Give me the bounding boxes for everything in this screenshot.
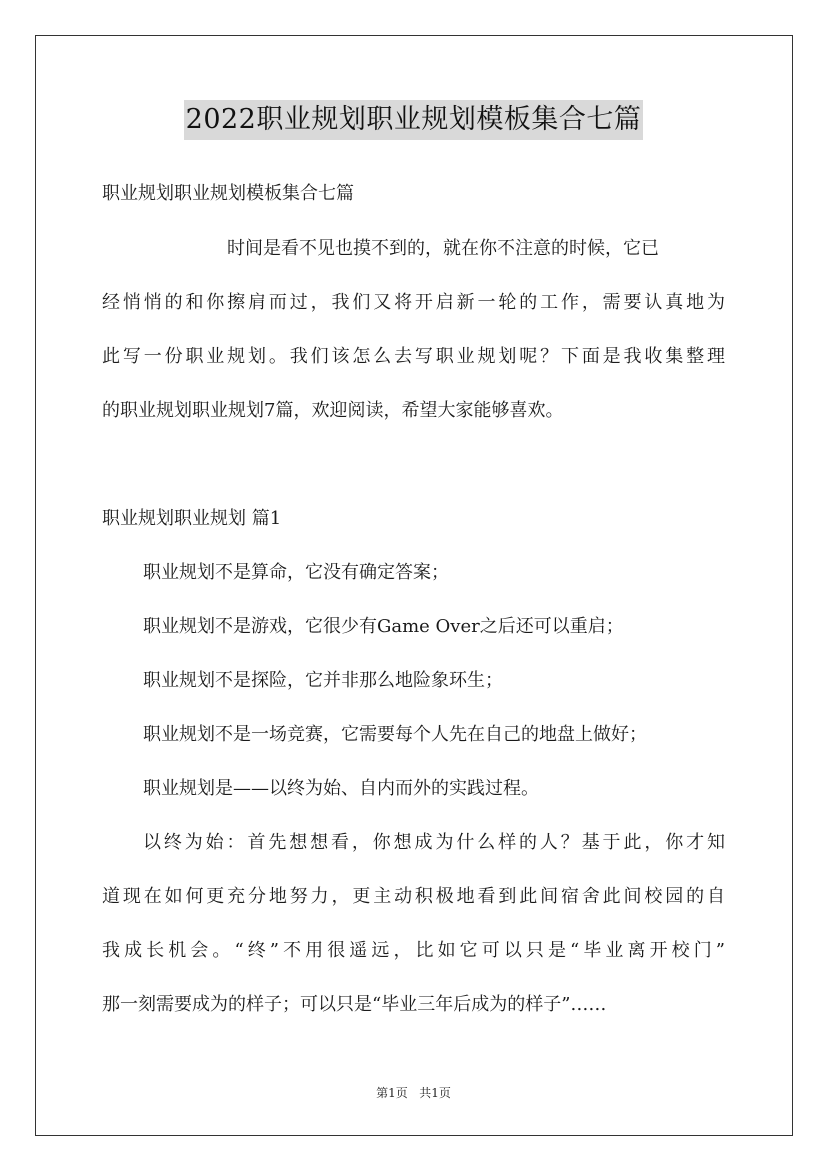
paragraph-line-1: 以终为始：首先想想看，你想成为什么样的人？基于此，你才知 — [143, 832, 725, 853]
page-footer: 第1页 共1页 — [376, 1086, 451, 1100]
document-subtitle: 职业规划职业规划模板集合七篇 — [102, 183, 354, 204]
point-item: 职业规划不是一场竞赛，它需要每个人先在自己的地盘上做好； — [143, 724, 647, 745]
point-item: 职业规划不是算命，它没有确定答案； — [143, 562, 449, 583]
intro-line-3: 此写一份职业规划。我们该怎么去写职业规划呢？下面是我收集整理 — [102, 346, 725, 367]
point-item: 职业规划是——以终为始、自内而外的实践过程。 — [143, 778, 539, 799]
intro-line-2: 经悄悄的和你擦肩而过，我们又将开启新一轮的工作，需要认真地为 — [102, 292, 725, 313]
point-item: 职业规划不是游戏，它很少有Game Over之后还可以重启； — [143, 616, 624, 637]
paragraph-line-4: 那一刻需要成为的样子；可以只是“毕业三年后成为的样子”…… — [102, 994, 607, 1015]
point-item: 职业规划不是探险，它并非那么地险象环生； — [143, 670, 503, 691]
intro-line-4: 的职业规划职业规划7篇，欢迎阅读，希望大家能够喜欢。 — [102, 400, 564, 421]
paragraph-line-3: 我成长机会。“终”不用很遥远，比如它可以只是“毕业离开校门” — [102, 940, 725, 961]
paragraph-line-2: 道现在如何更充分地努力，更主动积极地看到此间宿舍此间校园的自 — [102, 886, 725, 907]
title-container — [0, 100, 827, 140]
document-title: 2022职业规划职业规划模板集合七篇 — [184, 100, 644, 140]
intro-line-1: 时间是看不见也摸不到的，就在你不注意的时候，它已 — [227, 238, 659, 259]
section-heading: 职业规划职业规划 篇1 — [102, 508, 282, 529]
